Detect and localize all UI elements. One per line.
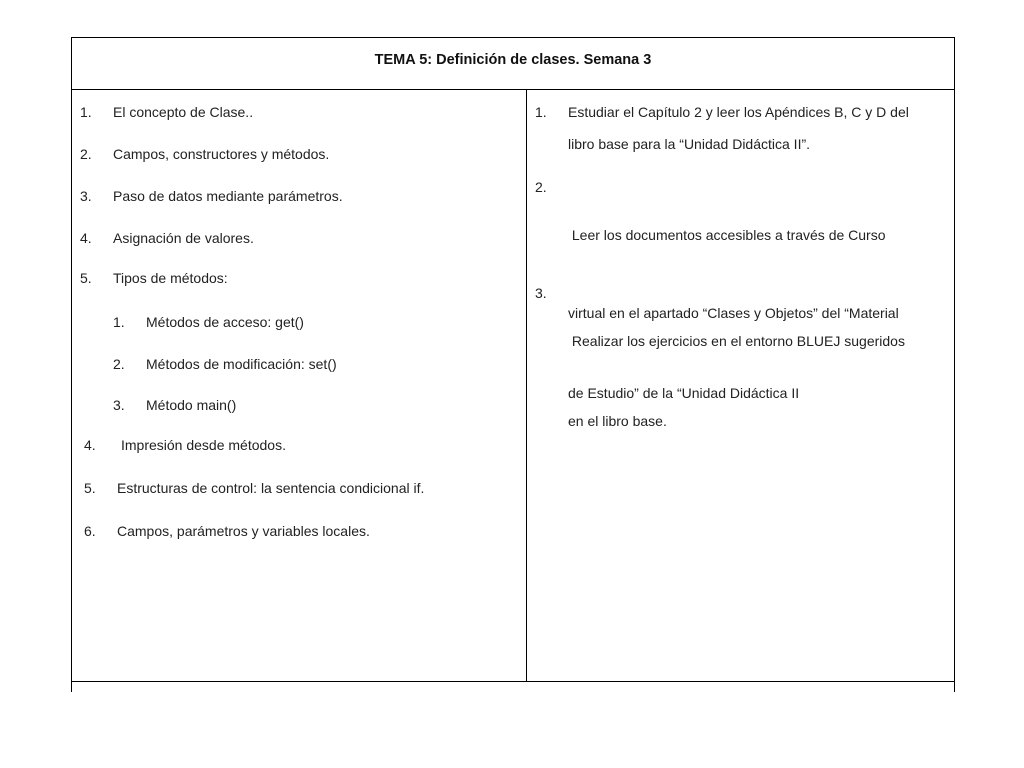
list-item-text: Asignación de valores. — [113, 230, 254, 246]
list-item-number: 3. — [80, 188, 92, 204]
task-item-text — [568, 281, 905, 481]
column-divider — [526, 90, 527, 682]
table-header-title: TEMA 5: Definición de clases. Semana 3 — [72, 38, 954, 90]
list-item-number: 2. — [80, 146, 92, 162]
list-item-text: Estructuras de control: la sentencia condicional if. — [117, 480, 425, 496]
list-item-number: 3. — [113, 397, 125, 413]
table-edge-left — [71, 682, 72, 692]
task-item-number: 1. — [535, 104, 547, 120]
task-item-number: 2. — [535, 179, 547, 195]
task-item-line: en el libro base. — [568, 413, 667, 429]
task-item-line: libro base para la “Unidad Didáctica II”. — [568, 136, 811, 152]
task-item-line: Estudiar el Capítulo 2 y leer los Apéndices B, C y D del — [568, 104, 909, 120]
list-item-text: Paso de datos mediante parámetros. — [113, 188, 343, 204]
list-item-number: 4. — [80, 230, 92, 246]
task-item-line: Leer los documentos accesibles a través de Curso — [568, 227, 886, 243]
list-item-text: Impresión desde métodos. — [121, 437, 286, 453]
list-item-text: El concepto de Clase.. — [113, 104, 254, 120]
list-item-number: 6. — [84, 523, 96, 539]
list-item-text: Campos, constructores y métodos. — [113, 146, 330, 162]
list-item-number: 5. — [80, 270, 92, 286]
list-item-number: 5. — [84, 480, 96, 496]
list-item-text: Métodos de modificación: set() — [146, 356, 337, 372]
list-item-number: 2. — [113, 356, 125, 372]
list-item-text: Campos, parámetros y variables locales. — [117, 523, 370, 539]
task-item-line: virtual en el apartado “Clases y Objetos” del “Material — [568, 305, 899, 321]
task-item-text — [568, 100, 909, 156]
list-item-text: Métodos de acceso: get() — [146, 314, 304, 330]
task-item-line: de Estudio” de la “Unidad Didáctica II — [568, 385, 800, 401]
list-item-text: Tipos de métodos: — [113, 270, 228, 286]
list-item-number: 1. — [80, 104, 92, 120]
task-item-number: 3. — [535, 285, 547, 301]
table-edge-right — [954, 682, 955, 692]
list-item-number: 1. — [113, 314, 125, 330]
list-item-number: 4. — [84, 437, 96, 453]
list-item-text: Método main() — [146, 397, 237, 413]
task-item-line: Realizar los ejercicios en el entorno BLUEJ sugeridos — [568, 333, 905, 349]
